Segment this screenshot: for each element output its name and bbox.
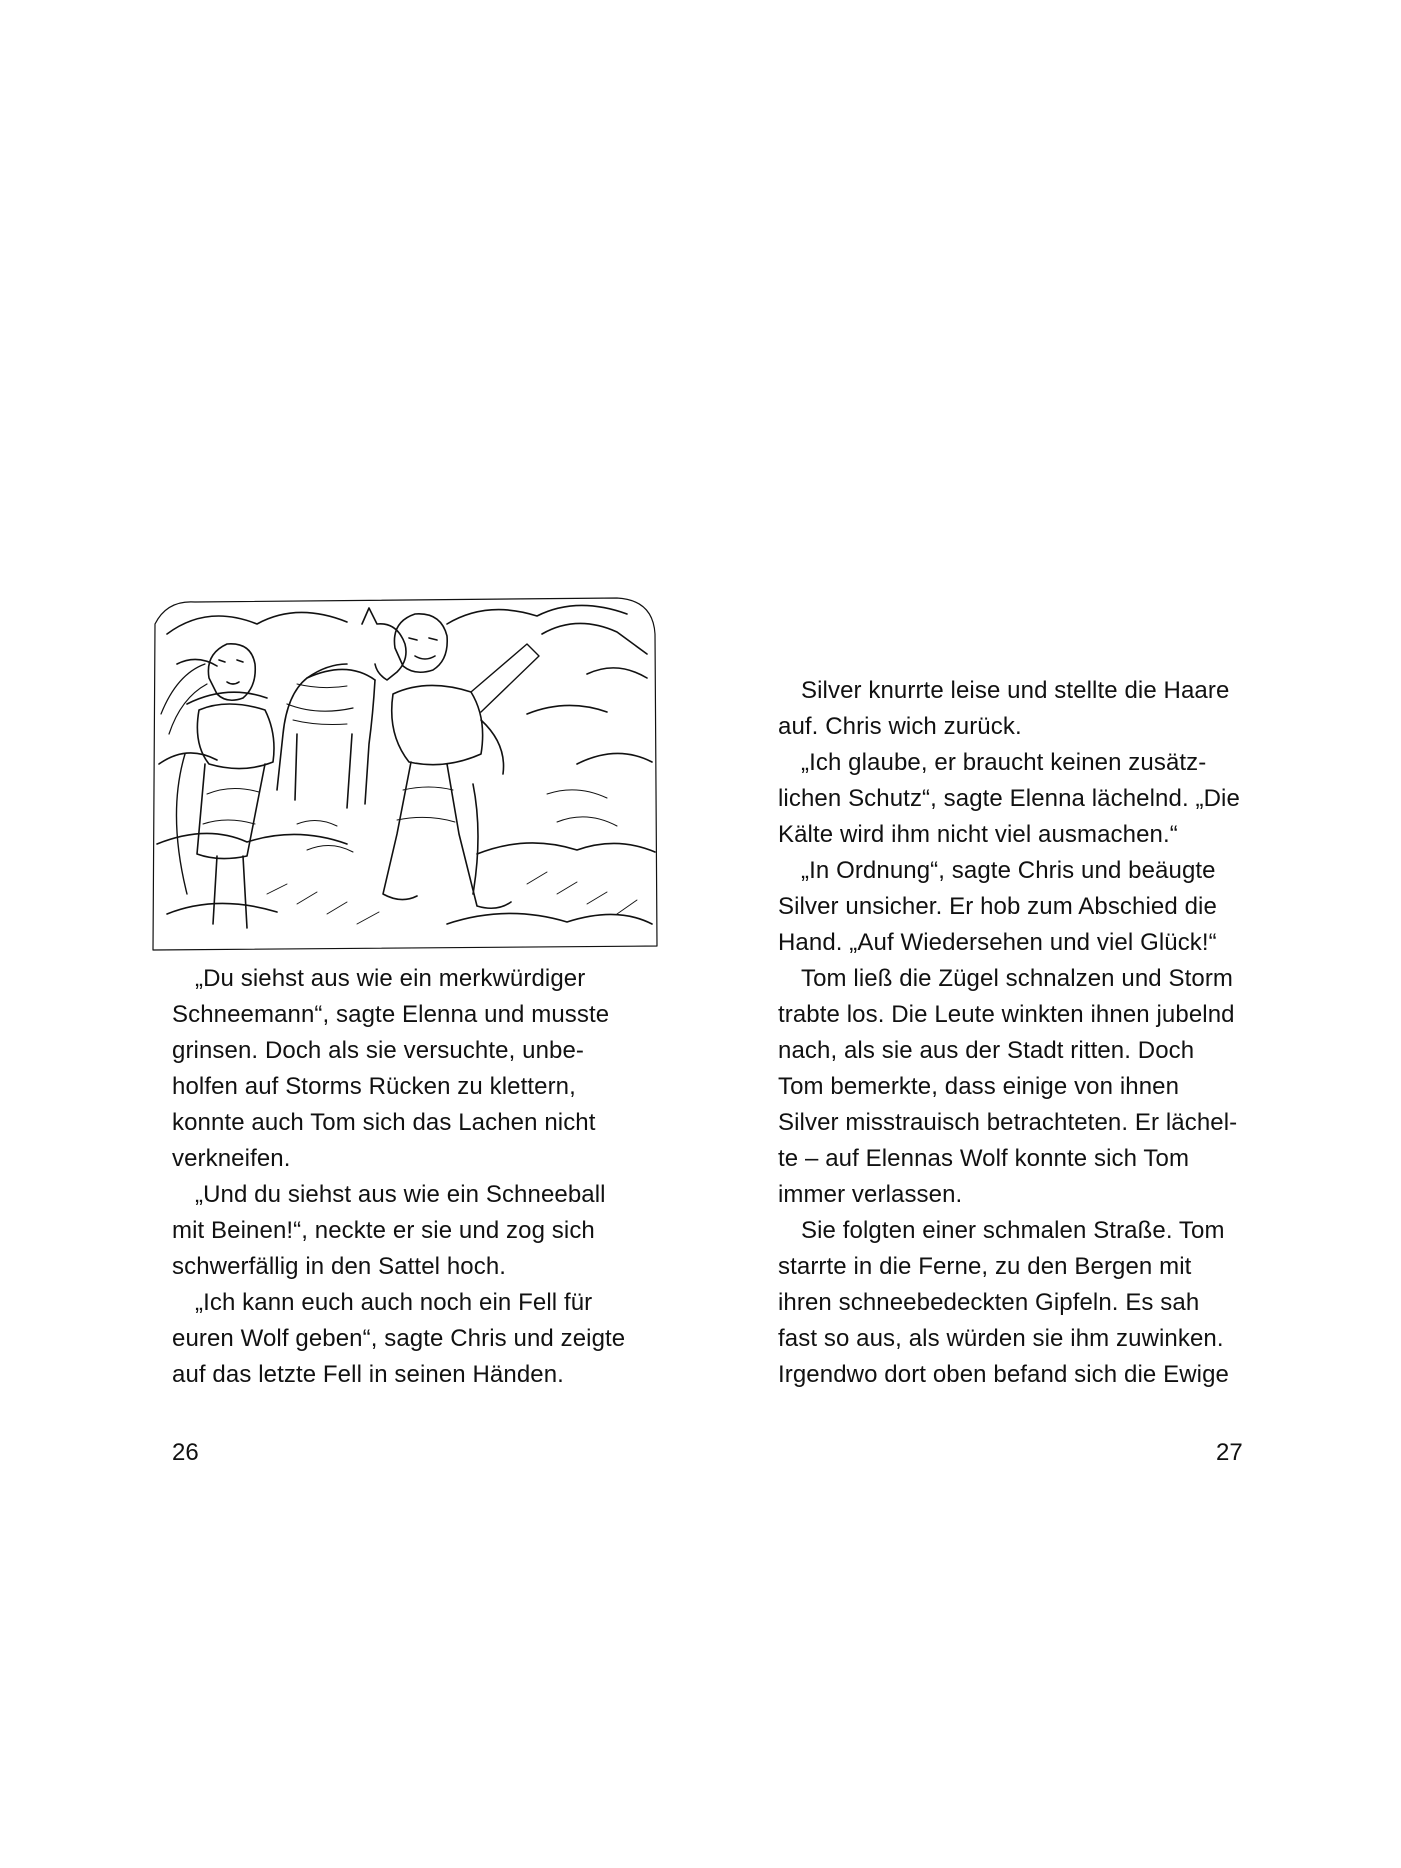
text-line: Sie folgten einer schmalen Straße. Tom xyxy=(801,1217,1225,1244)
text-line: te – auf Elennas Wolf konnte sich Tom xyxy=(778,1145,1190,1172)
text-line: euren Wolf geben“, sagte Chris und zeigte xyxy=(172,1325,626,1352)
winter-scene-illustration xyxy=(147,594,659,954)
text-line: Silver unsicher. Er hob zum Abschied die xyxy=(778,893,1217,920)
text-line: Kälte wird ihm nicht viel ausmachen.“ xyxy=(778,821,1178,848)
text-line: Irgendwo dort oben befand sich die Ewige xyxy=(778,1361,1229,1388)
text-line: „In Ordnung“, sagte Chris und beäugte xyxy=(801,857,1216,884)
text-line: „Ich kann euch auch noch ein Fell für xyxy=(195,1289,593,1316)
text-line: lichen Schutz“, sagte Elenna lächelnd. „Die xyxy=(778,785,1240,812)
page-number-right: 27 xyxy=(1216,1439,1243,1466)
text-line: „Du siehst aus wie ein merkwürdiger xyxy=(195,965,586,992)
text-line: nach, als sie aus der Stadt ritten. Doch xyxy=(778,1037,1195,1064)
text-line: grinsen. Doch als sie versuchte, unbe- xyxy=(172,1037,585,1064)
right-page xyxy=(700,0,1401,1868)
text-line: schwerfällig in den Sattel hoch. xyxy=(172,1253,507,1280)
text-line: Schneemann“, sagte Elenna und musste xyxy=(172,1001,610,1028)
right-page-text xyxy=(778,673,1258,1393)
text-line: immer verlassen. xyxy=(778,1181,963,1208)
text-line: verkneifen. xyxy=(172,1145,291,1172)
left-page-text xyxy=(172,961,642,1393)
page-number-left: 26 xyxy=(172,1439,199,1466)
text-line: ihren schneebedeckten Gipfeln. Es sah xyxy=(778,1289,1200,1316)
text-line: Silver misstrauisch betrachteten. Er lächel- xyxy=(778,1109,1238,1136)
text-line: mit Beinen!“, neckte er sie und zog sich xyxy=(172,1217,595,1244)
text-line: auf. Chris wich zurück. xyxy=(778,713,1022,740)
left-page xyxy=(0,0,700,1868)
text-line: konnte auch Tom sich das Lachen nicht xyxy=(172,1109,596,1136)
text-line: holfen auf Storms Rücken zu klettern, xyxy=(172,1073,576,1100)
text-line: „Und du siehst aus wie ein Schneeball xyxy=(195,1181,606,1208)
text-line: auf das letzte Fell in seinen Händen. xyxy=(172,1361,564,1388)
text-line: Tom bemerkte, dass einige von ihnen xyxy=(778,1073,1180,1100)
text-line: starrte in die Ferne, zu den Bergen mit xyxy=(778,1253,1192,1280)
text-line: Hand. „Auf Wiedersehen und viel Glück!“ xyxy=(778,929,1217,956)
illustration-drawing xyxy=(147,594,659,954)
text-line: Tom ließ die Zügel schnalzen und Storm xyxy=(801,965,1234,992)
text-line: trabte los. Die Leute winkten ihnen jubelnd xyxy=(778,1001,1235,1028)
text-line: „Ich glaube, er braucht keinen zusätz- xyxy=(801,749,1207,776)
text-line: fast so aus, als würden sie ihm zuwinken. xyxy=(778,1325,1224,1352)
text-line: Silver knurrte leise und stellte die Haare xyxy=(801,677,1230,704)
